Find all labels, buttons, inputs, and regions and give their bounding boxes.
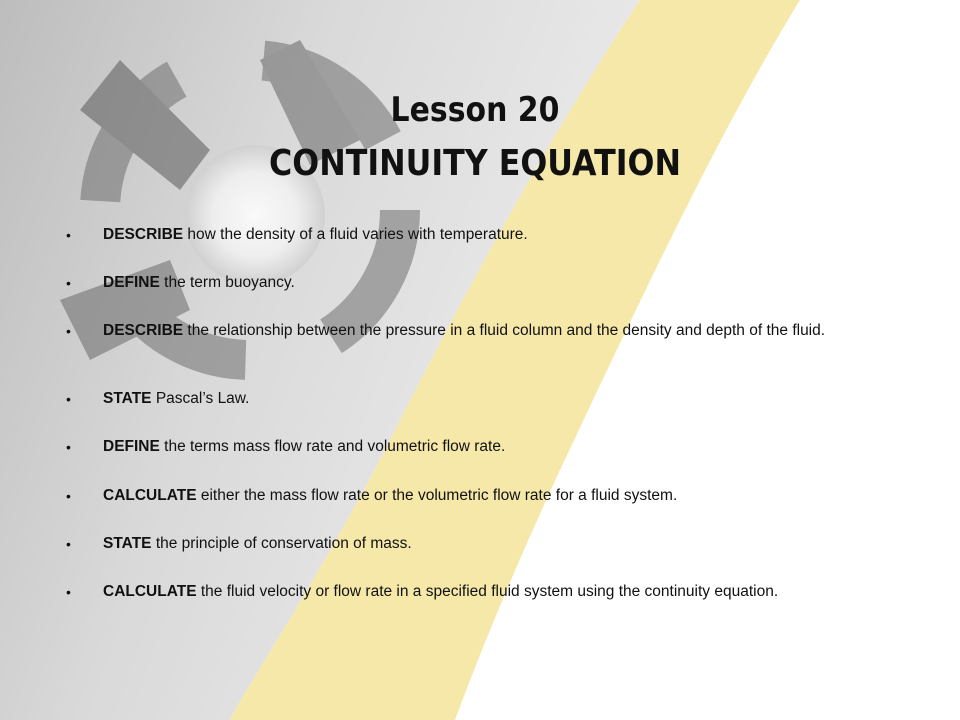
title-topic: CONTINUITY EQUATION bbox=[269, 143, 681, 184]
objective-text: either the mass flow rate or the volumetric flow rate for a fluid system. bbox=[196, 487, 678, 504]
bullet-icon: • bbox=[66, 584, 71, 600]
objective-text: the relationship between the pressure in a fluid column and the density and depth of the fluid. bbox=[183, 322, 826, 339]
objective-text: the term buoyancy. bbox=[159, 274, 295, 291]
objective-item bbox=[66, 535, 412, 553]
objective-keyword: CALCULATE bbox=[103, 583, 197, 600]
objective-keyword: DEFINE bbox=[103, 438, 160, 455]
objective-keyword: CALCULATE bbox=[103, 487, 197, 504]
title-lesson-number: Lesson 20 bbox=[390, 90, 560, 130]
objective-keyword: DESCRIBE bbox=[103, 226, 184, 243]
objective-text: how the density of a fluid varies with temperature. bbox=[183, 226, 528, 243]
objective-item bbox=[66, 438, 505, 456]
objective-item bbox=[66, 487, 677, 505]
objective-keyword: DESCRIBE bbox=[103, 322, 184, 339]
bullet-icon: • bbox=[66, 227, 71, 243]
bullet-icon: • bbox=[66, 275, 71, 291]
objective-text: Pascal’s Law. bbox=[151, 390, 250, 407]
objective-item bbox=[66, 322, 825, 340]
bullet-icon: • bbox=[66, 323, 71, 339]
slide-title bbox=[0, 88, 960, 188]
objective-item bbox=[66, 226, 528, 244]
bullet-icon: • bbox=[66, 536, 71, 552]
bullet-icon: • bbox=[66, 488, 71, 504]
objective-item bbox=[66, 583, 778, 601]
objective-keyword: STATE bbox=[103, 535, 152, 552]
objective-keyword: STATE bbox=[103, 390, 152, 407]
objective-keyword: DEFINE bbox=[103, 274, 160, 291]
objective-item bbox=[66, 274, 295, 292]
bullet-icon: • bbox=[66, 391, 71, 407]
objective-item bbox=[66, 390, 249, 408]
objective-text: the principle of conservation of mass. bbox=[151, 535, 412, 552]
bullet-icon: • bbox=[66, 439, 71, 455]
objective-text: the terms mass flow rate and volumetric flow rate. bbox=[159, 438, 506, 455]
objective-text: the fluid velocity or flow rate in a specified fluid system using the continuity equation. bbox=[196, 583, 779, 600]
